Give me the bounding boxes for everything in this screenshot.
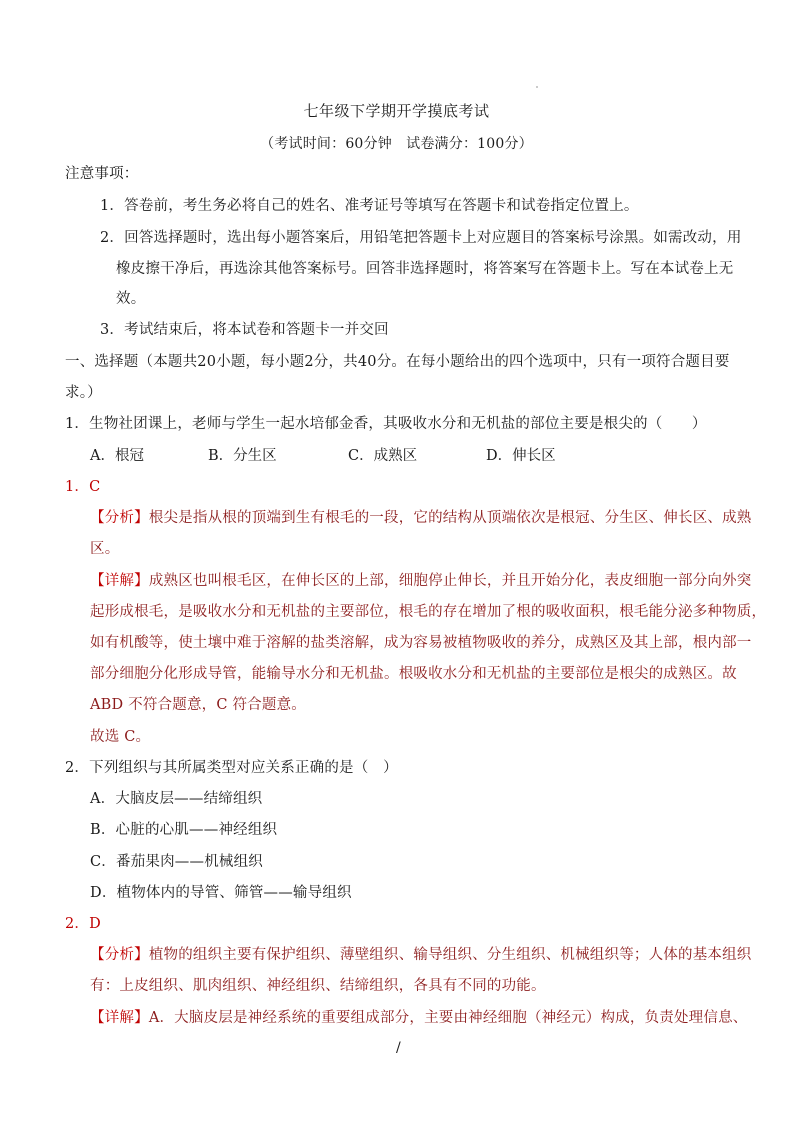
question-2-stem: 2．下列组织与其所属类型对应关系正确的是（ ） <box>65 760 398 776</box>
question-1-detail <box>90 571 752 591</box>
page-subtitle: （考试时间：60分钟 试卷满分：100分） <box>260 136 533 152</box>
analysis-text: 植物的组织主要有保护组织、薄壁组织、输导组织、分生组织、机械组织等；人体的基本组织 <box>148 947 752 963</box>
question-2-answer: 2．D <box>65 916 101 932</box>
question-1-detail-line-5: ABD 不符合题意，C 符合题意。 <box>90 697 306 713</box>
detail-tag: 【详解】 <box>90 1010 149 1026</box>
question-1-option-a: A．根冠 <box>90 448 144 464</box>
analysis-tag: 【分析】 <box>90 947 149 963</box>
question-2-detail <box>90 1008 747 1028</box>
question-2-option-b: B．心脏的心肌——神经组织 <box>90 822 278 838</box>
notice-item-3: 3．考试结束后，将本试卷和答题卡一并交回 <box>100 322 389 338</box>
notice-heading: 注意事项： <box>65 166 139 182</box>
page-number-mark: / <box>396 1040 401 1056</box>
question-2-option-c: C．番茄果肉——机械组织 <box>90 854 263 870</box>
detail-text: A．大脑皮层是神经系统的重要组成部分，主要由神经细胞（神经元）构成，负责处理信息、 <box>148 1010 748 1026</box>
question-1-option-b: B．分生区 <box>208 448 277 464</box>
question-1-conclusion: 故选 C。 <box>90 729 151 745</box>
question-1-analysis <box>90 508 752 528</box>
detail-text: 成熟区也叫根毛区，在伸长区的上部，细胞停止伸长，并且开始分化，表皮细胞一部分向外突 <box>148 573 752 589</box>
question-1-stem: 1．生物社团课上，老师与学生一起水培郁金香，其吸收水分和无机盐的部位主要是根尖的（ ） <box>65 416 707 432</box>
notice-item-2: 2．回答选择题时，选出每小题答案后，用铅笔把答题卡上对应题目的答案标号涂黑。如需改动，用 <box>100 230 742 246</box>
question-1-analysis-cont: 区。 <box>90 541 120 557</box>
notice-item-2-cont: 橡皮擦干净后，再选涂其他答案标号。回答非选择题时，将答案写在答题卡上。写在本试卷上无 <box>116 261 734 277</box>
notice-item-1: 1．答卷前，考生务必将自己的姓名、准考证号等填写在答题卡和试卷指定位置上。 <box>100 198 639 214</box>
question-1-answer: 1．C <box>65 479 101 495</box>
analysis-tag: 【分析】 <box>90 510 149 526</box>
page-title: 七年级下学期开学摸底考试 <box>303 102 490 120</box>
question-2-analysis-cont: 有：上皮组织、肌肉组织、神经组织、结缔组织，各具有不同的功能。 <box>90 978 546 994</box>
question-2-analysis <box>90 945 752 965</box>
detail-tag: 【详解】 <box>90 573 149 589</box>
analysis-text: 根尖是指从根的顶端到生有根毛的一段，它的结构从顶端依次是根冠、分生区、伸长区、成熟 <box>148 510 752 526</box>
question-1-option-d: D．伸长区 <box>486 448 556 464</box>
question-1-option-c: C．成熟区 <box>348 448 418 464</box>
section-heading-cont: 求。） <box>65 385 102 401</box>
question-2-option-a: A．大脑皮层——结缔组织 <box>90 791 263 807</box>
question-2-option-d: D．植物体内的导管、筛管——输导组织 <box>90 885 352 901</box>
question-1-detail-line-4: 部分细胞分化形成导管，能输导水分和无机盐。根吸收水分和无机盐的主要部位是根尖的成熟区。故 <box>90 666 737 682</box>
notice-item-2-cont2: 效。 <box>116 291 146 307</box>
section-heading: 一、选择题（本题共20小题，每小题2分，共40分。在每小题给出的四个选项中，只有一项符合题目要 <box>65 354 730 370</box>
question-1-detail-line-2: 起形成根毛，是吸收水分和无机盐的主要部位，根毛的存在增加了根的吸收面积，根毛能分泌多种物质， <box>90 604 767 620</box>
question-1-detail-line-3: 如有机酸等，使土壤中难于溶解的盐类溶解，成为容易被植物吸收的养分，成熟区及其上部，根内部一 <box>90 635 752 651</box>
scan-speck <box>536 86 538 88</box>
